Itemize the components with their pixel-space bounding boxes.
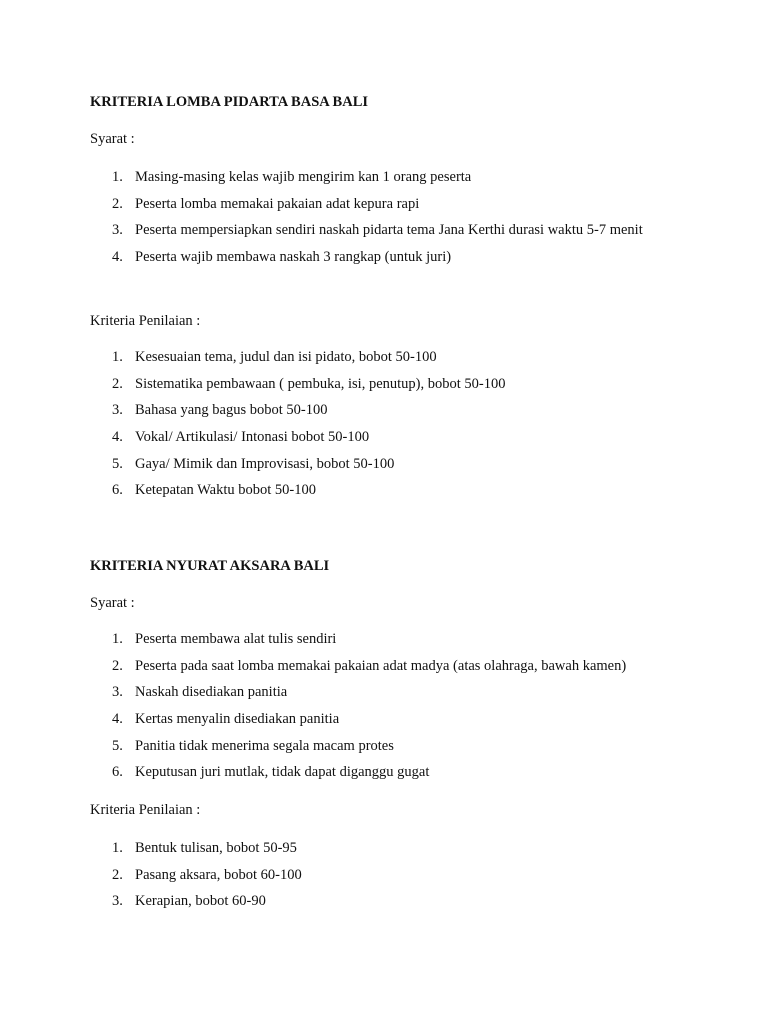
section-2-kriteria-list <box>90 839 728 919</box>
list-item <box>90 630 728 657</box>
list-item-text: Masing-masing kelas wajib mengirim kan 1 orang peserta <box>135 169 472 185</box>
list-item-text: Sistematika pembawaan ( pembuka, isi, penutup), bobot 50-100 <box>135 375 506 392</box>
list-item-text: Peserta membawa alat tulis sendiri <box>135 631 337 647</box>
list-item <box>90 248 728 275</box>
list-item <box>90 737 728 764</box>
list-item-text: Kesesuaian tema, judul dan isi pidato, bobot 50-100 <box>135 349 437 365</box>
list-number: 2. <box>112 375 123 392</box>
list-item <box>90 657 728 684</box>
list-number: 4. <box>112 429 123 446</box>
list-number: 6. <box>112 482 123 499</box>
list-item-text: Keputusan juri mutlak, tidak dapat diganggu gugat <box>135 764 430 781</box>
list-item-text: Ketepatan Waktu bobot 50-100 <box>135 482 316 499</box>
list-item <box>90 763 728 790</box>
list-item-text: Gaya/ Mimik dan Improvisasi, bobot 50-100 <box>135 455 395 472</box>
list-number: 2. <box>112 657 123 674</box>
list-item-text: Bahasa yang bagus bobot 50-100 <box>135 402 328 419</box>
list-item-text: Peserta pada saat lomba memakai pakaian adat madya (atas olahraga, bawah kamen) <box>135 657 627 674</box>
list-item-text: Peserta lomba memakai pakaian adat kepura rapi <box>135 195 420 212</box>
list-item <box>90 428 728 455</box>
list-item <box>90 195 728 222</box>
list-number: 3. <box>112 684 123 701</box>
list-item-text: Kertas menyalin disediakan panitia <box>135 711 340 728</box>
list-number: 6. <box>112 764 123 781</box>
section-2-syarat-label: Syarat : <box>90 595 135 611</box>
list-item <box>90 866 728 893</box>
section-1-kriteria-list <box>90 348 728 508</box>
list-number: 5. <box>112 455 123 472</box>
list-item <box>90 892 728 919</box>
list-number: 4. <box>112 711 123 728</box>
section-1-syarat-label: Syarat : <box>90 131 135 147</box>
list-item-text: Peserta mempersiapkan sendiri naskah pidarta tema Jana Kerthi durasi waktu 5-7 menit <box>135 222 643 239</box>
list-number: 1. <box>112 169 123 185</box>
list-item <box>90 375 728 402</box>
section-2-kriteria-label: Kriteria Penilaian : <box>90 802 201 818</box>
list-number: 3. <box>112 222 123 239</box>
list-number: 1. <box>112 840 123 856</box>
list-number: 2. <box>112 866 123 883</box>
list-number: 1. <box>112 349 123 365</box>
list-item <box>90 683 728 710</box>
list-number: 5. <box>112 737 123 754</box>
list-item-text: Pasang aksara, bobot 60-100 <box>135 866 302 883</box>
section-1-title: KRITERIA LOMBA PIDARTA BASA BALI <box>90 94 369 110</box>
list-item-text: Vokal/ Artikulasi/ Intonasi bobot 50-100 <box>135 429 370 446</box>
list-item-text: Bentuk tulisan, bobot 50-95 <box>135 840 297 856</box>
list-number: 4. <box>112 249 123 266</box>
list-item-text: Kerapian, bobot 60-90 <box>135 893 266 910</box>
list-number: 3. <box>112 402 123 419</box>
list-item <box>90 839 728 866</box>
section-1-kriteria-label: Kriteria Penilaian : <box>90 313 201 329</box>
section-2-syarat-list <box>90 630 728 790</box>
section-1-syarat-list <box>90 168 728 275</box>
list-number: 3. <box>112 893 123 910</box>
section-2-title: KRITERIA NYURAT AKSARA BALI <box>90 558 330 574</box>
list-item <box>90 481 728 508</box>
list-number: 2. <box>112 195 123 212</box>
list-item <box>90 455 728 482</box>
list-item <box>90 348 728 375</box>
list-item <box>90 710 728 737</box>
list-item-text: Peserta wajib membawa naskah 3 rangkap (untuk juri) <box>135 249 452 266</box>
list-item <box>90 168 728 195</box>
list-item-text: Naskah disediakan panitia <box>135 684 288 701</box>
list-item-text: Panitia tidak menerima segala macam protes <box>135 737 394 754</box>
list-number: 1. <box>112 631 123 647</box>
list-item <box>90 401 728 428</box>
list-item <box>90 221 728 248</box>
